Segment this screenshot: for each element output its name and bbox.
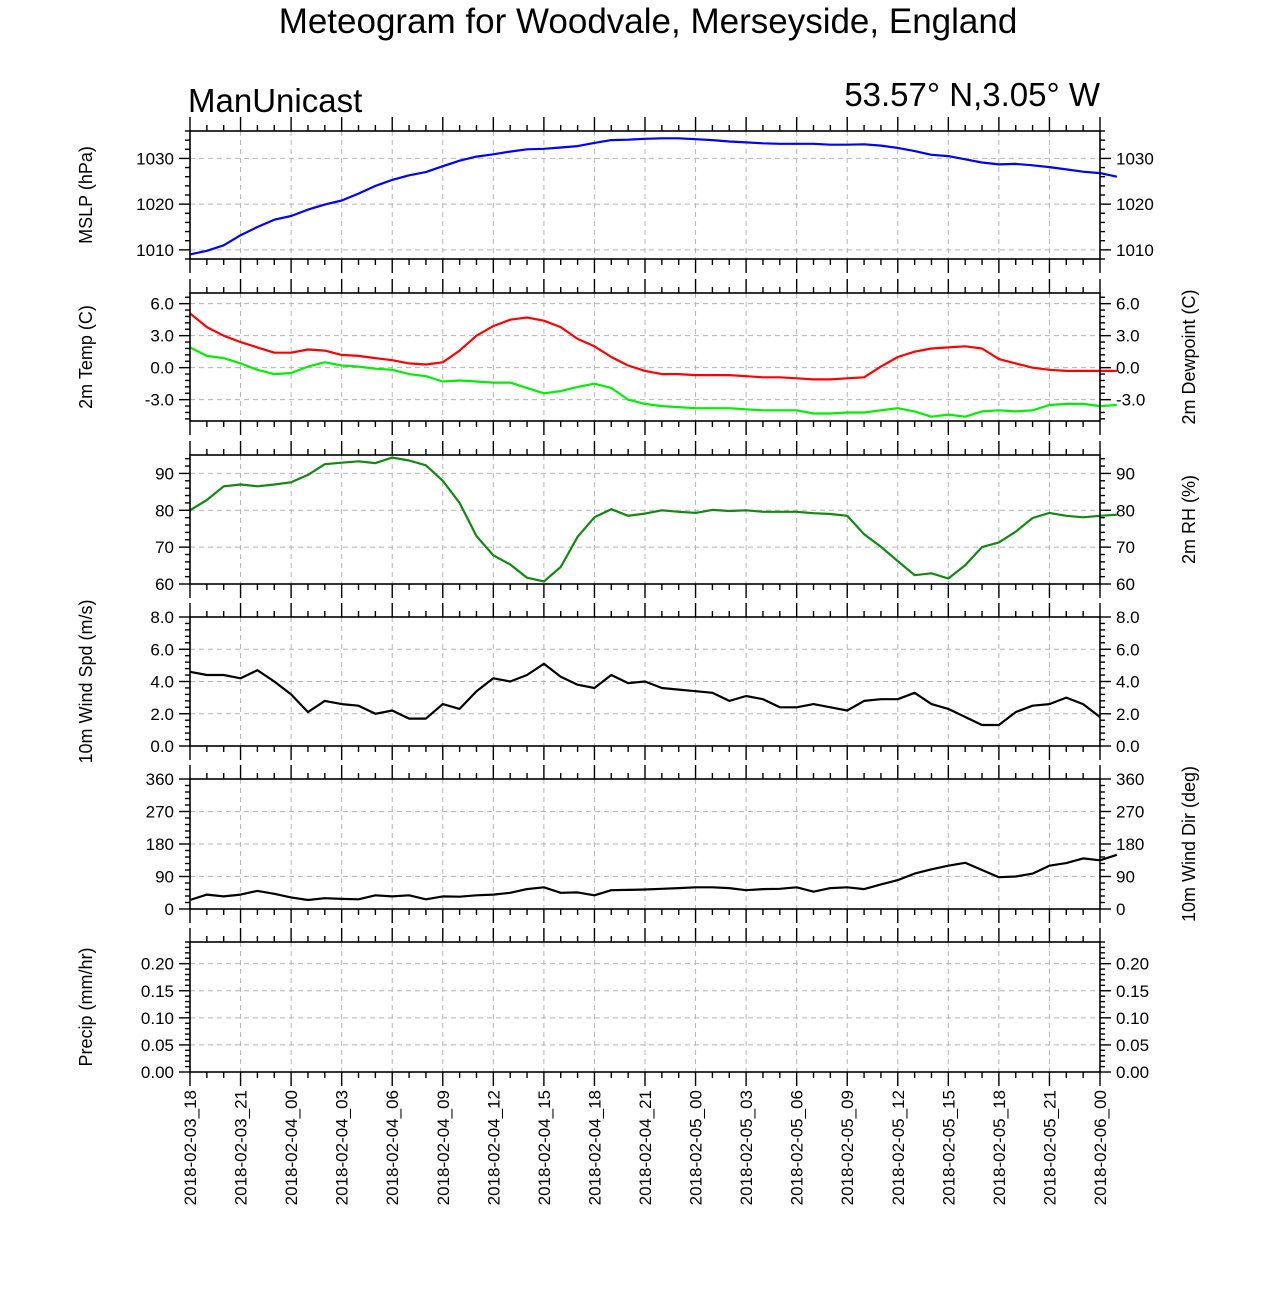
x-tick-label: 2018-02-05_12 bbox=[888, 1090, 908, 1206]
y-tick-label-right: 0.0 bbox=[1116, 358, 1140, 378]
y-tick-label-left: 0.0 bbox=[150, 358, 174, 378]
y-tick-label-right: 270 bbox=[1116, 802, 1145, 822]
panel-wind-dir bbox=[146, 765, 1199, 923]
y-tick-label-left: 70 bbox=[155, 538, 174, 558]
x-tick-label: 2018-02-05_06 bbox=[787, 1090, 807, 1206]
y-tick-label-left: 0.15 bbox=[140, 981, 174, 1001]
panel-rh bbox=[155, 441, 1199, 598]
x-tick-label: 2018-02-04_03 bbox=[332, 1090, 352, 1206]
y-tick-label-left: 0.0 bbox=[150, 737, 174, 756]
y-tick-label-left: 1020 bbox=[136, 195, 174, 215]
y-tick-label-right: 3.0 bbox=[1116, 326, 1140, 346]
y-axis-label-left: MSLP (hPa) bbox=[76, 146, 96, 244]
y-tick-label-left: 2.0 bbox=[150, 704, 174, 724]
y-tick-label-right: 0.05 bbox=[1116, 1035, 1150, 1055]
y-axis-label-right: 10m Wind Dir (deg) bbox=[1179, 765, 1199, 923]
panel-precip bbox=[76, 928, 1149, 1086]
y-tick-label-left: 80 bbox=[155, 501, 174, 521]
x-tick-label: 2018-02-06_00 bbox=[1091, 1090, 1110, 1206]
y-axis-label-left: Precip (mm/hr) bbox=[76, 947, 96, 1067]
x-tick-label: 2018-02-04_06 bbox=[383, 1090, 403, 1206]
y-axis-label-right: 2m Dewpoint (C) bbox=[1179, 289, 1199, 425]
y-tick-label-left: 0 bbox=[164, 900, 174, 919]
y-tick-label-right: 0.15 bbox=[1116, 981, 1150, 1001]
y-tick-label-right: 0.00 bbox=[1116, 1063, 1150, 1082]
y-tick-label-left: 90 bbox=[155, 867, 174, 887]
panels-group bbox=[76, 117, 1199, 1205]
x-tick-label: 2018-02-05_21 bbox=[1040, 1090, 1060, 1206]
x-tick-label: 2018-02-04_12 bbox=[484, 1090, 504, 1206]
x-tick-label: 2018-02-05_09 bbox=[838, 1090, 858, 1206]
y-tick-label-left: 180 bbox=[145, 835, 174, 854]
y-axis-label-left: 2m Temp (C) bbox=[76, 305, 96, 409]
y-tick-label-right: 2.0 bbox=[1116, 704, 1140, 724]
series-line-temp bbox=[190, 347, 1117, 416]
y-tick-label-left: 0.20 bbox=[140, 954, 174, 974]
x-tick-label: 2018-02-05_03 bbox=[737, 1090, 757, 1206]
series-line-mslp bbox=[190, 138, 1117, 254]
y-tick-label-left: 60 bbox=[155, 575, 174, 594]
y-tick-label-right: 0.0 bbox=[1116, 737, 1140, 756]
x-tick-label: 2018-02-05_18 bbox=[989, 1090, 1009, 1206]
y-tick-label-right: 360 bbox=[1116, 770, 1145, 789]
subtitle-model: ManUnicast bbox=[188, 82, 363, 119]
y-tick-label-left: 1030 bbox=[136, 149, 174, 169]
subtitle-location: 53.57° N,3.05° W bbox=[844, 76, 1100, 113]
panel-wind-speed bbox=[76, 599, 1140, 763]
x-tick-label: 2018-02-04_15 bbox=[534, 1090, 554, 1206]
y-tick-label-right: 0.10 bbox=[1116, 1008, 1150, 1028]
y-tick-label-right: -3.0 bbox=[1116, 390, 1146, 410]
y-tick-label-left: 8.0 bbox=[150, 608, 174, 627]
y-tick-label-right: 6.0 bbox=[1116, 294, 1140, 314]
panel-temp bbox=[76, 279, 1199, 435]
y-tick-label-left: 90 bbox=[155, 464, 174, 484]
y-tick-label-right: 1030 bbox=[1116, 149, 1154, 169]
y-tick-label-left: 270 bbox=[145, 802, 174, 822]
y-tick-label-left: 6.0 bbox=[150, 640, 174, 660]
y-axis-label-right: 2m RH (%) bbox=[1179, 475, 1199, 564]
y-tick-label-left: 3.0 bbox=[150, 326, 174, 346]
x-tick-label: 2018-02-04_00 bbox=[282, 1090, 302, 1206]
x-tick-label: 2018-02-04_18 bbox=[585, 1090, 605, 1206]
y-tick-label-left: 6.0 bbox=[150, 294, 174, 314]
series-line-rh bbox=[190, 458, 1117, 582]
y-tick-label-right: 4.0 bbox=[1116, 672, 1140, 692]
series-line-wind-dir bbox=[190, 855, 1117, 900]
y-tick-label-right: 90 bbox=[1116, 464, 1135, 484]
y-tick-label-right: 1010 bbox=[1116, 240, 1154, 260]
y-tick-label-right: 8.0 bbox=[1116, 608, 1140, 627]
x-tick-label: 2018-02-04_21 bbox=[636, 1090, 655, 1206]
x-tick-label: 2018-02-04_09 bbox=[433, 1090, 453, 1206]
y-tick-label-right: 0.20 bbox=[1116, 954, 1150, 974]
y-tick-label-right: 70 bbox=[1116, 538, 1135, 558]
panel-mslp bbox=[76, 117, 1154, 273]
y-tick-label-left: 0.05 bbox=[140, 1035, 174, 1055]
x-tick-label: 2018-02-03_21 bbox=[231, 1090, 251, 1206]
y-tick-label-left: -3.0 bbox=[144, 390, 174, 410]
y-tick-label-right: 0 bbox=[1116, 900, 1126, 919]
x-tick-label: 2018-02-05_15 bbox=[939, 1090, 959, 1206]
x-tick-label: 2018-02-05_00 bbox=[686, 1090, 706, 1206]
y-tick-label-right: 1020 bbox=[1116, 195, 1154, 215]
y-tick-label-right: 6.0 bbox=[1116, 640, 1140, 660]
y-axis-label-left: 10m Wind Spd (m/s) bbox=[76, 599, 96, 764]
y-tick-label-left: 0.10 bbox=[140, 1008, 174, 1028]
x-tick-label: 2018-02-03_18 bbox=[181, 1090, 200, 1206]
y-tick-label-right: 80 bbox=[1116, 501, 1135, 521]
y-tick-label-left: 0.00 bbox=[140, 1063, 174, 1082]
y-tick-label-left: 360 bbox=[145, 770, 174, 789]
y-tick-label-right: 90 bbox=[1116, 867, 1135, 887]
y-tick-label-left: 4.0 bbox=[150, 672, 174, 692]
chart-title: Meteogram for Woodvale, Merseyside, England bbox=[278, 2, 1018, 41]
y-tick-label-right: 60 bbox=[1116, 575, 1135, 594]
y-tick-label-right: 180 bbox=[1116, 835, 1145, 854]
y-tick-label-left: 1010 bbox=[136, 240, 174, 260]
series-line-temp bbox=[190, 313, 1117, 379]
